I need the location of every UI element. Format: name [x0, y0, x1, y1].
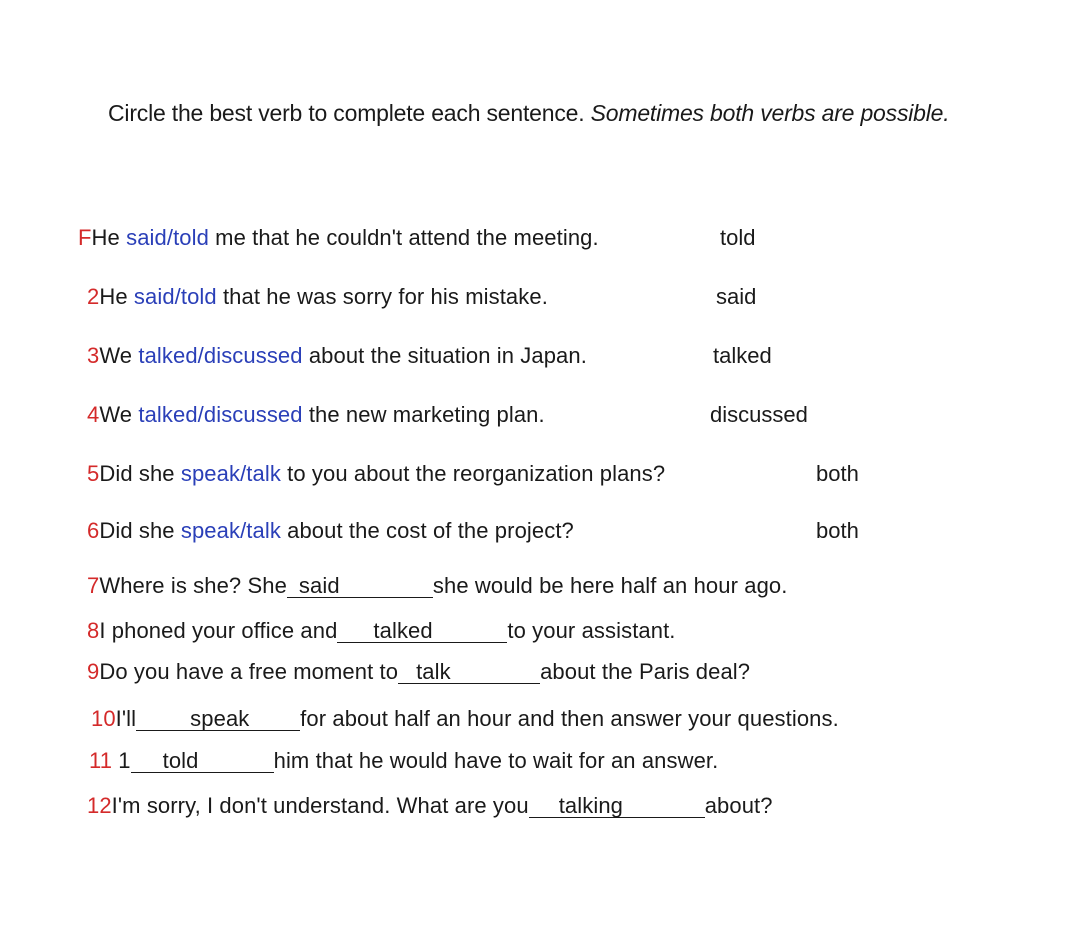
- fill-row: [87, 617, 676, 645]
- item-answer: both: [816, 461, 859, 486]
- fill-row: [87, 792, 773, 820]
- item-row: [87, 342, 587, 370]
- item-pre: Did she: [99, 461, 181, 486]
- item-row: [87, 460, 665, 488]
- item-pre: We: [99, 402, 139, 427]
- item-number: 5: [87, 461, 100, 486]
- fill-post: about the Paris deal?: [540, 659, 751, 684]
- item-number: 3: [87, 343, 100, 368]
- fill-post: she would be here half an hour ago.: [432, 573, 788, 598]
- item-post: that he was sorry for his mistake.: [216, 284, 548, 309]
- item-pre: We: [99, 343, 139, 368]
- item-number: 8: [87, 618, 100, 643]
- verb-choice[interactable]: speak/talk: [180, 461, 281, 486]
- item-number: 6: [87, 518, 100, 543]
- verb-choice[interactable]: said/told: [133, 284, 217, 309]
- item-answer: said: [716, 284, 757, 309]
- item-pre: He: [91, 225, 127, 250]
- fill-blank[interactable]: told: [131, 750, 274, 773]
- item-post: to you about the reorganization plans?: [280, 461, 666, 486]
- fill-pre: 1: [112, 748, 131, 773]
- item-post: about the cost of the project?: [280, 518, 574, 543]
- verb-choice[interactable]: speak/talk: [180, 518, 281, 543]
- item-answer: both: [816, 518, 859, 543]
- item-post: me that he couldn't attend the meeting.: [208, 225, 599, 250]
- item-row: [87, 401, 545, 429]
- fill-blank[interactable]: talked: [337, 620, 507, 643]
- item-answer: discussed: [710, 402, 808, 427]
- fill-row: [89, 747, 718, 775]
- fill-pre: I'm sorry, I don't understand. What are you: [111, 793, 529, 818]
- fill-blank[interactable]: talking: [529, 795, 705, 818]
- item-pre: He: [99, 284, 134, 309]
- fill-row: [91, 705, 839, 733]
- fill-blank[interactable]: speak: [136, 708, 300, 731]
- fill-row: [87, 572, 787, 600]
- fill-post: about?: [704, 793, 773, 818]
- fill-row: [87, 658, 750, 686]
- fill-pre: Where is she? She: [99, 573, 287, 598]
- instruction: [108, 100, 1068, 127]
- fill-blank[interactable]: talk: [398, 661, 540, 684]
- fill-pre: I'll: [115, 706, 137, 731]
- instruction-italic: Sometimes both verbs are possible.: [590, 100, 950, 126]
- item-number: 12: [87, 793, 112, 818]
- item-post: about the situation in Japan.: [302, 343, 587, 368]
- fill-blank[interactable]: said: [287, 575, 433, 598]
- item-pre: Did she: [99, 518, 181, 543]
- fill-post: him that he would have to wait for an answer.: [273, 748, 719, 773]
- fill-post: to your assistant.: [507, 618, 676, 643]
- item-answer: told: [720, 225, 756, 250]
- item-number: 4: [87, 402, 100, 427]
- item-number: 7: [87, 573, 100, 598]
- verb-choice[interactable]: said/told: [126, 225, 209, 250]
- item-number: 2: [87, 284, 100, 309]
- item-number: F: [78, 225, 92, 250]
- verb-choice[interactable]: talked/discussed: [138, 343, 303, 368]
- fill-post: for about half an hour and then answer your questions.: [300, 706, 839, 731]
- item-post: the new marketing plan.: [302, 402, 545, 427]
- item-row: [87, 517, 574, 545]
- instruction-main: Circle the best verb to complete each sentence.: [108, 100, 585, 126]
- item-row: [78, 224, 599, 252]
- item-answer: talked: [713, 343, 772, 368]
- verb-choice[interactable]: talked/discussed: [138, 402, 303, 427]
- item-number: 9: [87, 659, 100, 684]
- item-number: 11: [89, 748, 113, 773]
- fill-pre: I phoned your office and: [99, 618, 338, 643]
- item-row: [87, 283, 548, 311]
- item-number: 10: [91, 706, 116, 731]
- fill-pre: Do you have a free moment to: [99, 659, 399, 684]
